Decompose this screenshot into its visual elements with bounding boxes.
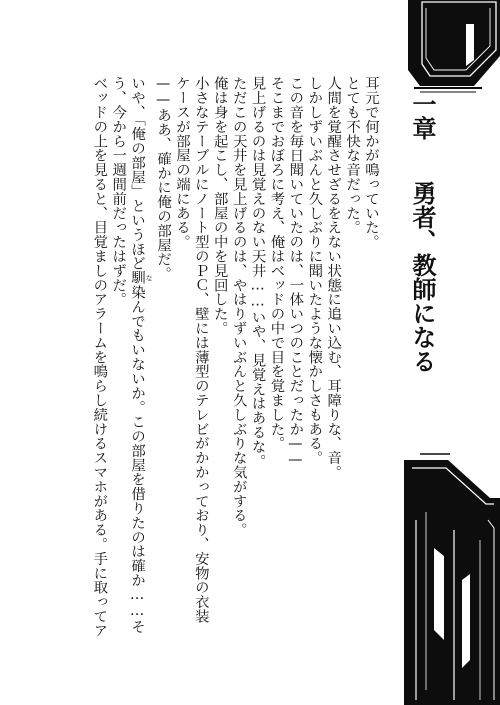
text-line-with-ruby: いや、「俺の部屋」というほど馴 な染んでもいないか。この部屋を借りたのは確か……そ — [129, 76, 154, 634]
text-line: とても不快な音だった。 — [344, 76, 361, 235]
chapter-title: 勇者、教師になる — [408, 181, 437, 373]
text-line: う、今から一週間前だったはずだ。 — [110, 76, 127, 307]
text-line: この音を毎日聞いていたのは、一体いつのことだったか—— — [287, 76, 304, 468]
text-line: 耳元で何かが鳴っていた。 — [363, 76, 379, 249]
body-text — [76, 76, 380, 666]
text-line: ケースが部屋の端にある。 — [173, 76, 190, 249]
text-line: そこまでおぼろに考え、俺はベッドの中で目を覚ました。 — [268, 76, 285, 451]
chapter-number: 一章 — [408, 92, 437, 140]
text-line: 人間を覚醒させざるをえない状態に追い込む、耳障りな、音。 — [325, 76, 342, 480]
text-line: 見上げるのは見覚えのない天井……いや、見覚えはあるな。 — [249, 76, 266, 468]
furigana-ruby: 馴 な — [129, 270, 154, 285]
text-line: ただこの天井を見上げるのは、やはりずいぶんと久しぶりな気がする。 — [230, 76, 247, 537]
text-line: ——ああ、確かに俺の部屋だ。 — [155, 76, 172, 281]
furigana-reading: な — [145, 270, 154, 285]
text-line: しかしずいぶんと久しぶりに聞いたような懐かしさもある。 — [306, 76, 323, 465]
text-line: ベッドの上を見ると、目覚ましのアラームを鳴らし続けるスマホがある。手に取ってア — [91, 76, 108, 638]
chapter-heading — [404, 92, 440, 373]
text-line: 小さなテーブルにノート型のＰＣ、壁には薄型のテレビがかかっており、安物の衣装 — [192, 76, 209, 624]
text-line: 俺は身を起こし、部屋の中を見回した。 — [211, 76, 228, 336]
